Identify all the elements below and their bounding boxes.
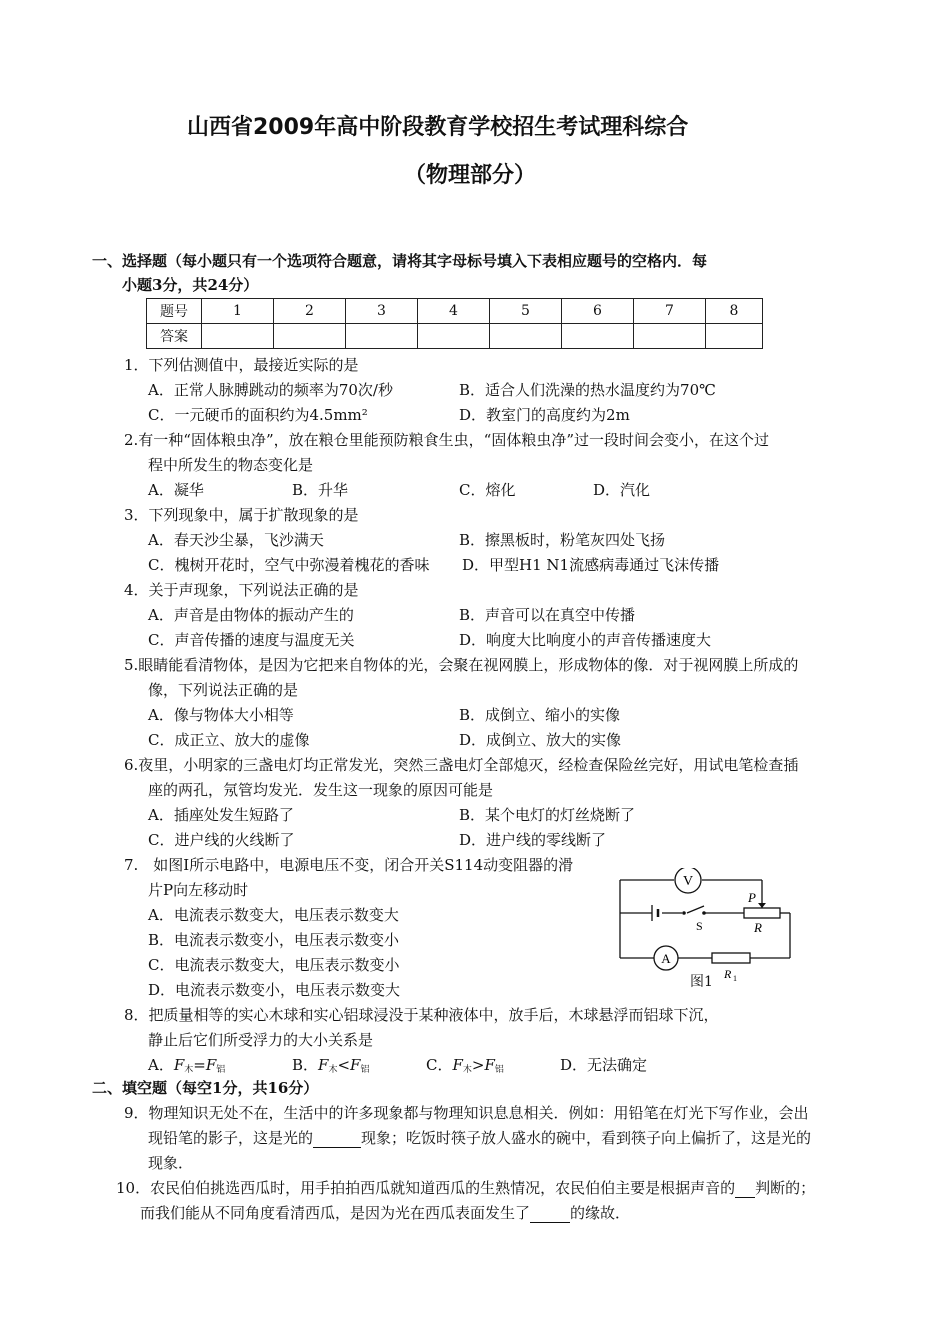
table-header-cell: 2 bbox=[274, 299, 346, 324]
option-prefix: B． bbox=[292, 1056, 319, 1074]
q8-option-d: D．无法确定 bbox=[560, 1056, 648, 1074]
q2-stem-2: 程中所发生的物态变化是 bbox=[148, 456, 314, 474]
force-subscript: 木 bbox=[462, 1065, 472, 1075]
q4-option-c: C．声音传播的速度与温度无关 bbox=[148, 631, 355, 649]
q5-stem: 5.眼睛能看清物体，是因为它把来自物体的光，会聚在视网膜上，形成物体的像．对于视网膜上所成的 bbox=[124, 656, 799, 674]
q8-stem-2: 静止后它们所受浮力的大小关系是 bbox=[148, 1031, 374, 1049]
force-subscript: 铝 bbox=[216, 1065, 226, 1075]
force-symbol: F bbox=[318, 1056, 329, 1074]
q6-option-c: C．进户线的火线断了 bbox=[148, 831, 295, 849]
q9-text: 现象；吃饭时筷子放人盛水的碗中，看到筷子向上偏折了，这是光的 bbox=[361, 1129, 812, 1147]
q7-option-c: C．电流表示数变大，电压表示数变小 bbox=[148, 956, 400, 974]
q9-line2 bbox=[148, 1127, 811, 1148]
q10-text: 判断的； bbox=[755, 1179, 816, 1197]
table-header-cell: 4 bbox=[418, 299, 490, 324]
q10-line1 bbox=[116, 1177, 815, 1198]
q6-stem: 6.夜里，小明家的三盏电灯均正常发光，突然三盏电灯全部熄灭，经检查保险丝完好，用试电笔检查插 bbox=[124, 756, 799, 774]
force-subscript: 铝 bbox=[360, 1065, 370, 1075]
answer-cell[interactable] bbox=[490, 324, 562, 349]
answer-cell[interactable] bbox=[634, 324, 706, 349]
q10-text: 的缘故． bbox=[570, 1204, 631, 1222]
force-symbol: F bbox=[452, 1056, 463, 1074]
ammeter-label: A bbox=[661, 951, 671, 966]
fill-blank[interactable] bbox=[735, 1179, 755, 1198]
force-subscript: 木 bbox=[328, 1065, 338, 1075]
q4-option-a: A．声音是由物体的振动产生的 bbox=[148, 606, 354, 624]
r1-subscript: 1 bbox=[733, 974, 737, 983]
switch-contact bbox=[682, 911, 686, 915]
q8-option-a bbox=[148, 1054, 225, 1075]
q6-option-b: B．某个电灯的灯丝烧断了 bbox=[459, 806, 636, 824]
slider-arrow-icon bbox=[758, 903, 766, 908]
relation-symbol: > bbox=[471, 1056, 485, 1074]
q2-option-d: D．汽化 bbox=[593, 481, 651, 499]
section1-heading-2: 小题3分，共24分） bbox=[122, 276, 259, 294]
relation-symbol: = bbox=[193, 1056, 206, 1074]
table-header-cell: 3 bbox=[346, 299, 418, 324]
q3-stem: 3．下列现象中，属于扩散现象的是 bbox=[124, 506, 359, 524]
answer-table bbox=[146, 298, 763, 349]
q3-option-a: A．春天沙尘暴，飞沙满天 bbox=[148, 531, 324, 549]
q10-line2 bbox=[140, 1202, 630, 1223]
answer-cell[interactable] bbox=[274, 324, 346, 349]
q5-option-d: D．成倒立、放大的实像 bbox=[459, 731, 622, 749]
q10-text: 而我们能从不同角度看清西瓜，是因为光在西瓜表面发生了 bbox=[140, 1204, 531, 1222]
force-subscript: 铝 bbox=[494, 1065, 504, 1075]
q8-option-b bbox=[292, 1054, 369, 1075]
q3-option-d: D．甲型H1 N1流感病毒通过飞沫传播 bbox=[462, 556, 720, 574]
rheostat bbox=[744, 908, 780, 918]
option-prefix: C． bbox=[426, 1056, 453, 1074]
q2-option-a: A．凝华 bbox=[148, 481, 204, 499]
slider-label: P bbox=[748, 890, 756, 905]
q4-option-b: B．声音可以在真空中传播 bbox=[459, 606, 636, 624]
q1-option-b: B．适合人们洗澡的热水温度约为70℃ bbox=[459, 381, 716, 399]
table-row bbox=[147, 324, 763, 349]
q9-line1: 9．物理知识无处不在，生活中的许多现象都与物理知识息息相关．例如：用铅笔在灯光下写作业，会出 bbox=[124, 1104, 809, 1122]
q8-stem: 8．把质量相等的实心木球和实心铝球浸没于某种液体中，放手后，木球悬浮而铝球下沉， bbox=[124, 1006, 719, 1024]
q2-stem: 2.有一种“固体粮虫净”，放在粮仓里能预防粮食生虫，“固体粮虫净”过一段时间会变小，在这个过 bbox=[124, 431, 769, 449]
page-title: 山西省2009年高中阶段教育学校招生考试理科综合 bbox=[187, 115, 689, 140]
q1-option-c: C．一元硬币的面积约为4.5mm² bbox=[148, 406, 368, 424]
q6-option-a: A．插座处发生短路了 bbox=[148, 806, 294, 824]
q7-stem: 7. 如图I所示电路中，电源电压不变，闭合开关S114动变阻器的滑 bbox=[124, 856, 574, 874]
answer-cell[interactable] bbox=[346, 324, 418, 349]
q5-option-c: C．成正立、放大的虚像 bbox=[148, 731, 310, 749]
figure-caption: 图1 bbox=[690, 974, 713, 990]
switch-label: S bbox=[696, 919, 703, 933]
force-subscript: 木 bbox=[184, 1065, 194, 1075]
q9-line3: 现象． bbox=[148, 1154, 194, 1172]
answer-cell[interactable] bbox=[202, 324, 274, 349]
force-symbol: F bbox=[173, 1056, 185, 1074]
q4-stem: 4．关于声现象，下列说法正确的是 bbox=[124, 581, 359, 599]
q7-option-d: D．电流表示数变小，电压表示数变大 bbox=[148, 981, 401, 999]
table-header-cell: 1 bbox=[202, 299, 274, 324]
table-row-label: 答案 bbox=[147, 324, 202, 349]
q7-option-a: A．电流表示数变大，电压表示数变大 bbox=[148, 906, 399, 924]
option-prefix: A． bbox=[148, 1056, 174, 1074]
q2-option-b: B．升华 bbox=[292, 481, 349, 499]
q1-option-d: D．教室门的高度约为2m bbox=[459, 406, 630, 424]
rheostat-label: R bbox=[754, 920, 762, 935]
q3-option-c: C．槐树开花时，空气中弥漫着槐花的香味 bbox=[148, 556, 430, 574]
force-symbol: F bbox=[205, 1056, 217, 1074]
answer-cell[interactable] bbox=[418, 324, 490, 349]
q1-stem: 1．下列估测值中，最接近实际的是 bbox=[124, 356, 359, 374]
q9-text: 现铅笔的影子，这是光的 bbox=[148, 1129, 314, 1147]
q7-stem-2: 片P向左移动时 bbox=[148, 881, 249, 899]
section1-heading: 一、选择题（每小题只有一个选项符合题意，请将其字母标号填入下表相应题号的空格内．每 bbox=[92, 252, 708, 270]
switch-contact bbox=[702, 911, 706, 915]
resistor-r1 bbox=[712, 953, 750, 963]
table-row-label: 题号 bbox=[147, 299, 202, 324]
q1-option-a: A．正常人脉膊跳动的频率为70次/秒 bbox=[148, 381, 393, 399]
q5-option-a: A．像与物体大小相等 bbox=[148, 706, 294, 724]
table-header-cell: 8 bbox=[706, 299, 763, 324]
voltmeter-label: V bbox=[682, 874, 694, 889]
q4-option-d: D．响度大比响度小的声音传播速度大 bbox=[459, 631, 712, 649]
q10-text: 10．农民伯伯挑选西瓜时，用手拍拍西瓜就知道西瓜的生熟情况，农民伯伯主要是根据声音的 bbox=[116, 1179, 736, 1197]
table-header-cell: 7 bbox=[634, 299, 706, 324]
answer-cell[interactable] bbox=[562, 324, 634, 349]
fill-blank[interactable] bbox=[530, 1204, 570, 1223]
relation-symbol: < bbox=[337, 1056, 351, 1074]
q5-option-b: B．成倒立、缩小的实像 bbox=[459, 706, 621, 724]
force-symbol: F bbox=[484, 1056, 495, 1074]
answer-cell[interactable] bbox=[706, 324, 763, 349]
table-header-cell: 6 bbox=[562, 299, 634, 324]
q7-option-b: B．电流表示数变小，电压表示数变小 bbox=[148, 931, 400, 949]
q5-stem-2: 像，下列说法正确的是 bbox=[148, 681, 299, 699]
force-symbol: F bbox=[350, 1056, 361, 1074]
fill-blank[interactable] bbox=[313, 1129, 361, 1148]
q2-option-c: C．熔化 bbox=[459, 481, 516, 499]
page-subtitle: （物理部分） bbox=[404, 163, 537, 188]
q6-option-d: D．进户线的零线断了 bbox=[459, 831, 607, 849]
section2-heading: 二、填空题（每空1分，共16分） bbox=[92, 1079, 319, 1097]
table-row bbox=[147, 299, 763, 324]
table-header-cell: 5 bbox=[490, 299, 562, 324]
q3-option-b: B．擦黑板时，粉笔灰四处飞扬 bbox=[459, 531, 666, 549]
q8-option-c bbox=[426, 1054, 504, 1075]
r1-label: R bbox=[724, 967, 732, 981]
q6-stem-2: 座的两孔，氖管均发光．发生这一现象的原因可能是 bbox=[148, 781, 494, 799]
